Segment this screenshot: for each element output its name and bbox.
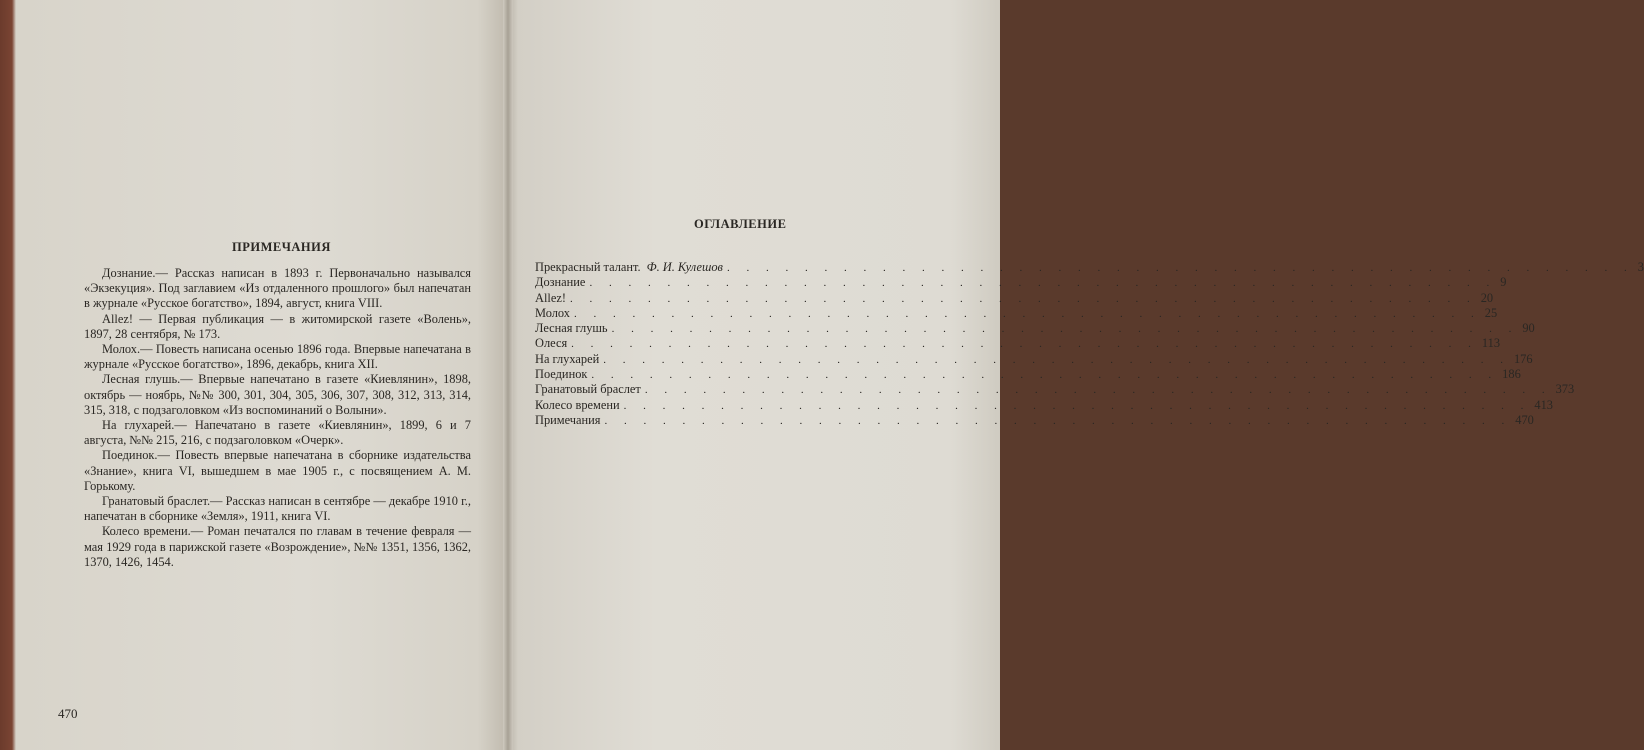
toc-entry[interactable] bbox=[535, 351, 1533, 367]
note-allez: Allez! — Первая публикация — в житомирской газете «Волень», 1897, 28 сентября, № 173. bbox=[84, 311, 471, 341]
toc-leader-dots: . . . . . . . . . . . . . . . . . . . . . . . . . . . . . . . . . . . . . . . . . . . . . . . bbox=[591, 369, 1499, 382]
toc-entry-title: Молох bbox=[535, 305, 571, 320]
toc-leader-dots: . . . . . . . . . . . . . . . . . . . . . . . . . . . . . . . . . . . . . . . . . . . . . . . bbox=[569, 292, 1477, 305]
toc-entry-title: Олеся bbox=[535, 336, 568, 351]
toc-leader-dots: . . . . . . . . . . . . . . . . . . . . . . . . . . . . . . . . . . . . . . . . . . . . . . . bbox=[726, 262, 1634, 274]
toc-entry-author: Ф. И. Кулешов bbox=[646, 260, 723, 274]
note-koleso-vremeni: Колесо времени.— Роман печатался по главам в течение февраля — мая 1929 года в парижской газете «Возрождение», №№ 1351, 1356, 1362, 1370, 1426, 1454. bbox=[84, 524, 471, 569]
toc-entry-page: 25 bbox=[1484, 305, 1498, 320]
toc-entry-page: 90 bbox=[1522, 321, 1535, 336]
note-poedinok: Поединок.— Повесть впервые напечатана в сборнике издательства «Знание», книга VI, вышедшем в мае 1905 г., с посвящением А. М. Горькому. bbox=[84, 448, 471, 493]
note-lesnaya-glush: Лесная глушь.— Впервые напечатано в газете «Киевлянин», 1898, октябрь — ноябрь, №№ 300, 301, 304, 305, 306, 307, 308, 312, 313, 314, 315, 318, с подзаголовком «Из воспоминаний о Волыни». bbox=[84, 372, 471, 417]
toc-entry-page: 3 bbox=[1637, 260, 1644, 274]
toc-entry-title: Гранатовый браслет bbox=[535, 382, 641, 397]
toc-entry[interactable] bbox=[535, 260, 1644, 275]
toc-entry-page: 9 bbox=[1500, 275, 1507, 290]
toc-leader-dots: . . . . . . . . . . . . . . . . . . . . . . . . . . . . . . . . . . . . . . . . . . . . . . . bbox=[571, 338, 1478, 351]
toc-entry-title: Поединок bbox=[535, 367, 588, 382]
toc-entry-title: Дознание bbox=[535, 275, 586, 290]
toc-entry-page: 373 bbox=[1555, 382, 1575, 397]
toc-entry-page: 20 bbox=[1480, 290, 1494, 305]
toc-entry-page: 470 bbox=[1515, 412, 1534, 427]
toc-entry-page: 186 bbox=[1502, 367, 1521, 382]
toc-leader-dots: . . . . . . . . . . . . . . . . . . . . . . . . . . . . . . . . . . . . . . . . . . . . . . . bbox=[604, 414, 1512, 427]
toc-entry[interactable] bbox=[535, 275, 1507, 290]
notes-list bbox=[84, 266, 471, 570]
toc-entry[interactable] bbox=[535, 382, 1575, 397]
toc-leader-dots: . . . . . . . . . . . . . . . . . . . . . . . . . . . . . . . . . . . . . . . . . . . . . . . bbox=[644, 384, 1552, 397]
toc-entry[interactable] bbox=[535, 305, 1498, 321]
toc-entry[interactable] bbox=[535, 336, 1501, 351]
toc-entry-title: На глухарей bbox=[535, 351, 600, 366]
table-of-contents bbox=[535, 260, 1644, 428]
toc-title: ОГЛАВЛЕНИЕ bbox=[694, 217, 787, 231]
toc-entry[interactable] bbox=[535, 367, 1521, 382]
toc-leader-dots: . . . . . . . . . . . . . . . . . . . . . . . . . . . . . . . . . . . . . . . . . . . . . . . bbox=[574, 307, 1481, 320]
toc-entry-title: Лесная глушь bbox=[535, 321, 608, 336]
left-page bbox=[0, 0, 508, 750]
toc-entry-title: Колесо времени bbox=[535, 397, 620, 412]
toc-entry-title: Примечания bbox=[535, 412, 601, 427]
toc-leader-dots: . . . . . . . . . . . . . . . . . . . . . . . . . . . . . . . . . . . . . . . . . . . . . . . bbox=[603, 353, 1510, 366]
toc-entry[interactable] bbox=[535, 321, 1535, 336]
toc-entry-page: 113 bbox=[1481, 336, 1501, 351]
toc-entry-title: Allez! bbox=[535, 290, 566, 305]
toc-entry[interactable] bbox=[535, 290, 1494, 306]
note-granatovy-braslet: Гранатовый браслет.— Рассказ написан в сентябре — декабре 1910 г., напечатан в сборнике «Земля», 1911, книга VI. bbox=[84, 494, 471, 524]
note-na-glukharey: На глухарей.— Напечатано в газете «Киевлянин», 1899, 6 и 7 августа, №№ 215, 216, с подзаголовком «Очерк». bbox=[84, 418, 471, 448]
toc-leader-dots: . . . . . . . . . . . . . . . . . . . . . . . . . . . . . . . . . . . . . . . . . . . . . . . bbox=[623, 399, 1531, 412]
toc-leader-dots: . . . . . . . . . . . . . . . . . . . . . . . . . . . . . . . . . . . . . . . . . . . . . . . bbox=[589, 277, 1497, 290]
note-molokh: Молох.— Повесть написана осенью 1896 года. Впервые напечатана в журнале «Русское богатство», 1896, декабрь, книга XII. bbox=[84, 342, 471, 372]
toc-leader-dots: . . . . . . . . . . . . . . . . . . . . . . . . . . . . . . . . . . . . . . . . . . . . . . . bbox=[611, 323, 1519, 336]
book-gutter bbox=[503, 0, 513, 750]
toc-entry[interactable] bbox=[535, 412, 1534, 428]
toc-entry-page: 413 bbox=[1534, 397, 1553, 412]
toc-entry-title: Прекрасный талант. bbox=[535, 260, 641, 274]
toc-entry[interactable] bbox=[535, 397, 1553, 413]
note-doznanie: Дознание.— Рассказ написан в 1893 г. Первоначально назывался «Экзекуция». Под заглавием «Из отдаленного прошлого» был напечатан в журнале «Русское богатство», 1894, август, книга VIII. bbox=[84, 266, 471, 311]
toc-entry-page: 176 bbox=[1513, 351, 1533, 366]
page-number: 470 bbox=[58, 706, 78, 721]
notes-title: ПРИМЕЧАНИЯ bbox=[232, 240, 331, 254]
